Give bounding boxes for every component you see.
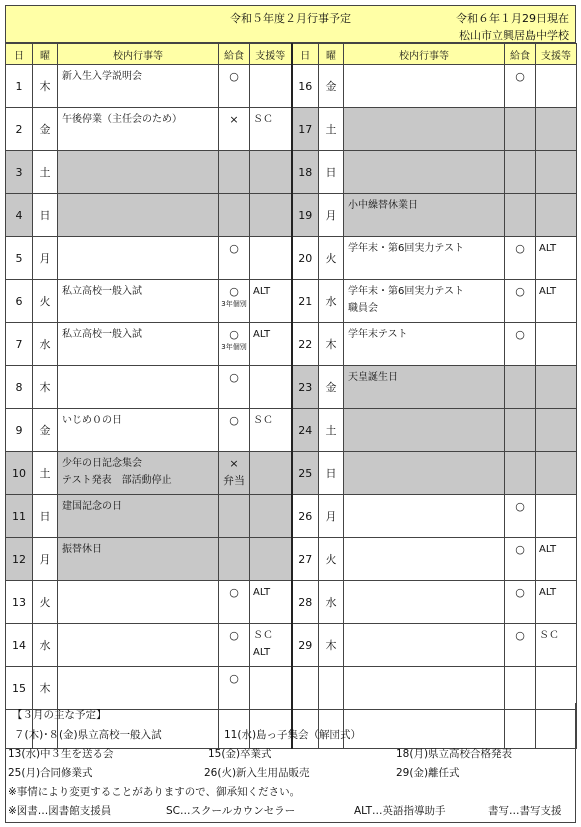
day-number: 27 [292, 538, 319, 581]
lunch-mark: ○ [515, 500, 525, 513]
day-of-week: 木 [319, 323, 344, 366]
day-number: 26 [292, 495, 319, 538]
support-cell [250, 624, 292, 667]
lunch-mark: ○ [515, 328, 525, 341]
lunch-note: 3年個別 [221, 300, 247, 308]
day-of-week: 土 [33, 452, 58, 495]
col-day: 日 [292, 44, 319, 65]
legend-item: ※図書…図書館支援員 [8, 805, 112, 817]
event-text: 私立高校一般入試 [62, 329, 142, 340]
event-cell [58, 452, 219, 495]
lunch-note: 3年個別 [221, 343, 247, 351]
calendar-row [6, 366, 577, 409]
lunch-mark: ○ [229, 70, 239, 83]
day-number: 3 [6, 151, 33, 194]
event-cell [58, 495, 219, 538]
lunch-cell [219, 65, 250, 108]
legend-item: ALT…英語指導助手 [354, 805, 446, 817]
lunch-cell [505, 194, 536, 237]
event-cell [58, 323, 219, 366]
day-of-week: 火 [33, 280, 58, 323]
day-of-week: 土 [319, 409, 344, 452]
event-text: 少年の日記念集会 [62, 458, 142, 469]
event-cell [58, 65, 219, 108]
support-cell [536, 624, 577, 667]
calendar-row [6, 323, 577, 366]
support-cell [536, 495, 577, 538]
support-cell [250, 409, 292, 452]
col-lunch: 給食 [219, 44, 250, 65]
day-of-week: 金 [33, 108, 58, 151]
calendar-row [6, 65, 577, 108]
day-number: 1 [6, 65, 33, 108]
lunch-mark: ○ [229, 414, 239, 427]
change-notice: ※事情により変更することがありますので、御承知ください。 [8, 786, 301, 798]
day-number: 9 [6, 409, 33, 452]
day-number: 6 [6, 280, 33, 323]
school-name: 松山市立興居島中学校 [459, 29, 569, 42]
event-cell [344, 366, 505, 409]
day-number: 23 [292, 366, 319, 409]
support-cell [536, 108, 577, 151]
schedule-title: 令和５年度２月行事予定 [230, 12, 351, 25]
march-item: ７(木)･８(金)県立高校一般入試 [14, 729, 162, 741]
march-item: 25(月)合同修業式 [8, 767, 93, 779]
day-of-week: 水 [319, 280, 344, 323]
day-number: 4 [6, 194, 33, 237]
event-cell [344, 495, 505, 538]
day-of-week: 水 [319, 581, 344, 624]
support-cell [250, 323, 292, 366]
event-cell [344, 581, 505, 624]
day-of-week: 金 [319, 65, 344, 108]
event-text: 天皇誕生日 [348, 372, 398, 383]
day-of-week: 火 [319, 538, 344, 581]
march-heading: 【３月の主な予定】 [12, 709, 107, 721]
event-cell [58, 151, 219, 194]
support-cell [250, 280, 292, 323]
day-of-week: 日 [33, 194, 58, 237]
event-text: 私立高校一般入試 [62, 286, 142, 297]
march-item: 15(金)卒業式 [208, 748, 272, 760]
event-cell [344, 65, 505, 108]
day-number: 25 [292, 452, 319, 495]
calendar-row [6, 151, 577, 194]
event-cell [58, 538, 219, 581]
event-cell [58, 409, 219, 452]
event-cell [344, 323, 505, 366]
support-cell [536, 538, 577, 581]
event-cell [58, 366, 219, 409]
support-text: ALT [253, 286, 271, 297]
lunch-cell [505, 280, 536, 323]
schedule-header [5, 5, 576, 43]
day-of-week: 土 [33, 151, 58, 194]
lunch-note: 弁当 [223, 474, 245, 487]
calendar-row [6, 194, 577, 237]
day-of-week: 日 [319, 452, 344, 495]
calendar-row [6, 409, 577, 452]
event-cell [58, 237, 219, 280]
event-text: テスト発表 部活動停止 [62, 475, 172, 486]
event-text: 学年末・第6回実力テスト [348, 286, 464, 297]
support-cell [536, 409, 577, 452]
event-text: 建国記念の日 [62, 501, 122, 512]
legend-item: SC…スクールカウンセラー [166, 805, 296, 817]
event-cell [58, 108, 219, 151]
support-text: ALT [253, 329, 271, 340]
calendar-row [6, 237, 577, 280]
day-number: 12 [6, 538, 33, 581]
day-number: 29 [292, 624, 319, 667]
support-text: ALT [253, 587, 271, 598]
lunch-mark: ○ [515, 586, 525, 599]
lunch-mark: ○ [229, 285, 239, 298]
calendar-row [6, 452, 577, 495]
event-cell [58, 280, 219, 323]
event-cell [344, 237, 505, 280]
day-of-week: 月 [319, 194, 344, 237]
event-cell [344, 108, 505, 151]
footer-notes [5, 703, 576, 823]
day-of-week: 水 [33, 323, 58, 366]
day-number: 13 [6, 581, 33, 624]
lunch-cell [505, 581, 536, 624]
lunch-cell [505, 108, 536, 151]
col-support: 支援等 [250, 44, 292, 65]
day-number: 8 [6, 366, 33, 409]
support-cell [536, 151, 577, 194]
support-cell [536, 366, 577, 409]
lunch-cell [219, 108, 250, 151]
event-cell [344, 538, 505, 581]
calendar-row [6, 538, 577, 581]
as-of-date: 令和６年１月29日現在 [456, 12, 569, 25]
support-text: ＳＣ [253, 114, 273, 125]
lunch-cell [219, 323, 250, 366]
lunch-cell [505, 409, 536, 452]
lunch-mark: × [229, 113, 239, 126]
day-number: 16 [292, 65, 319, 108]
day-of-week: 金 [319, 366, 344, 409]
day-number: 14 [6, 624, 33, 667]
lunch-cell [505, 237, 536, 280]
lunch-mark: ○ [229, 328, 239, 341]
day-of-week: 木 [33, 65, 58, 108]
support-text: ALT [539, 286, 557, 297]
event-text: いじめ０の日 [62, 415, 122, 426]
lunch-mark: ○ [515, 629, 525, 642]
calendar-row [6, 624, 577, 667]
day-number: 5 [6, 237, 33, 280]
day-of-week: 月 [33, 538, 58, 581]
col-support: 支援等 [536, 44, 577, 65]
support-cell [536, 452, 577, 495]
lunch-cell [505, 452, 536, 495]
lunch-cell [219, 624, 250, 667]
lunch-cell [505, 151, 536, 194]
lunch-cell [219, 194, 250, 237]
lunch-cell [219, 151, 250, 194]
event-cell [58, 624, 219, 667]
day-of-week: 木 [319, 624, 344, 667]
support-cell [250, 495, 292, 538]
col-dow: 曜 [33, 44, 58, 65]
day-number: 19 [292, 194, 319, 237]
lunch-cell [219, 366, 250, 409]
support-cell [536, 237, 577, 280]
support-cell [250, 237, 292, 280]
day-of-week: 火 [319, 237, 344, 280]
support-text: ＳＣ [539, 630, 559, 641]
support-cell [250, 452, 292, 495]
lunch-mark: ○ [515, 285, 525, 298]
lunch-cell [219, 409, 250, 452]
calendar-row [6, 495, 577, 538]
col-events: 校内行事等 [58, 44, 219, 65]
event-cell [344, 151, 505, 194]
lunch-cell [219, 237, 250, 280]
support-cell [250, 581, 292, 624]
day-number: 17 [292, 108, 319, 151]
day-number: 18 [292, 151, 319, 194]
support-text: ALT [539, 243, 557, 254]
col-events: 校内行事等 [344, 44, 505, 65]
event-cell [344, 624, 505, 667]
event-cell [344, 280, 505, 323]
march-item: 13(水)中３生を送る会 [8, 748, 114, 760]
day-number: 2 [6, 108, 33, 151]
event-text: 学年末・第6回実力テスト [348, 243, 464, 254]
lunch-cell [505, 624, 536, 667]
support-cell [536, 65, 577, 108]
event-cell [344, 409, 505, 452]
day-of-week: 水 [33, 624, 58, 667]
support-cell [250, 108, 292, 151]
support-cell [536, 194, 577, 237]
day-of-week: 火 [33, 581, 58, 624]
day-number: 10 [6, 452, 33, 495]
day-of-week: 月 [33, 237, 58, 280]
col-day: 日 [6, 44, 33, 65]
lunch-cell [505, 366, 536, 409]
event-text: 午後停業（主任会のため） [62, 114, 182, 125]
support-cell [250, 151, 292, 194]
calendar-row [6, 581, 577, 624]
support-text: ＳＣ [253, 415, 273, 426]
day-number: 28 [292, 581, 319, 624]
lunch-cell [219, 581, 250, 624]
event-cell [58, 194, 219, 237]
day-of-week: 日 [319, 151, 344, 194]
event-text: 振替休日 [62, 544, 102, 555]
day-of-week: 金 [33, 409, 58, 452]
support-cell [536, 581, 577, 624]
event-cell [344, 194, 505, 237]
support-cell [250, 65, 292, 108]
support-cell [536, 280, 577, 323]
col-lunch: 給食 [505, 44, 536, 65]
day-of-week: 月 [319, 495, 344, 538]
support-text: ALT [539, 544, 557, 555]
lunch-cell [219, 495, 250, 538]
support-cell [250, 366, 292, 409]
day-number: 11 [6, 495, 33, 538]
lunch-mark: ○ [229, 629, 239, 642]
lunch-mark: ○ [515, 543, 525, 556]
lunch-mark: ○ [229, 672, 239, 685]
col-dow: 曜 [319, 44, 344, 65]
lunch-cell [219, 538, 250, 581]
event-text: 職員会 [348, 303, 378, 314]
day-number: 7 [6, 323, 33, 366]
day-number: 21 [292, 280, 319, 323]
event-text: 学年末テスト [348, 329, 408, 340]
support-text: ＳＣ [253, 630, 273, 641]
lunch-mark: ○ [515, 242, 525, 255]
lunch-cell [505, 495, 536, 538]
lunch-mark: ○ [515, 70, 525, 83]
lunch-mark: ○ [229, 586, 239, 599]
day-of-week: 木 [33, 366, 58, 409]
event-text: 小中繰替休業日 [348, 200, 418, 211]
lunch-cell [219, 452, 250, 495]
day-number: 20 [292, 237, 319, 280]
calendar-row [6, 280, 577, 323]
lunch-mark: ○ [229, 242, 239, 255]
event-text: 新入生入学説明会 [62, 71, 142, 82]
event-cell [344, 452, 505, 495]
support-text: ALT [539, 587, 557, 598]
day-of-week: 日 [33, 495, 58, 538]
day-number: 24 [292, 409, 319, 452]
lunch-cell [219, 280, 250, 323]
day-number: 22 [292, 323, 319, 366]
march-item: 11(水)島っ子集会（解団式） [224, 729, 362, 741]
event-cell [58, 581, 219, 624]
march-item: 29(金)離任式 [396, 767, 460, 779]
support-text: ALT [253, 647, 271, 658]
support-cell [250, 538, 292, 581]
march-item: 18(月)県立高校合格発表 [396, 748, 513, 760]
lunch-cell [505, 323, 536, 366]
march-item: 26(火)新入生用品販売 [204, 767, 310, 779]
day-number: 15 [6, 667, 33, 710]
support-cell [250, 194, 292, 237]
lunch-cell [505, 65, 536, 108]
day-of-week: 土 [319, 108, 344, 151]
legend-item: 書写…書写支援 [488, 805, 562, 817]
calendar-row [6, 108, 577, 151]
lunch-cell [505, 538, 536, 581]
lunch-mark: × [229, 457, 239, 470]
column-header-row [6, 44, 577, 65]
calendar-table [5, 43, 577, 749]
day-of-week: 木 [33, 667, 58, 710]
lunch-mark: ○ [229, 371, 239, 384]
support-cell [536, 323, 577, 366]
